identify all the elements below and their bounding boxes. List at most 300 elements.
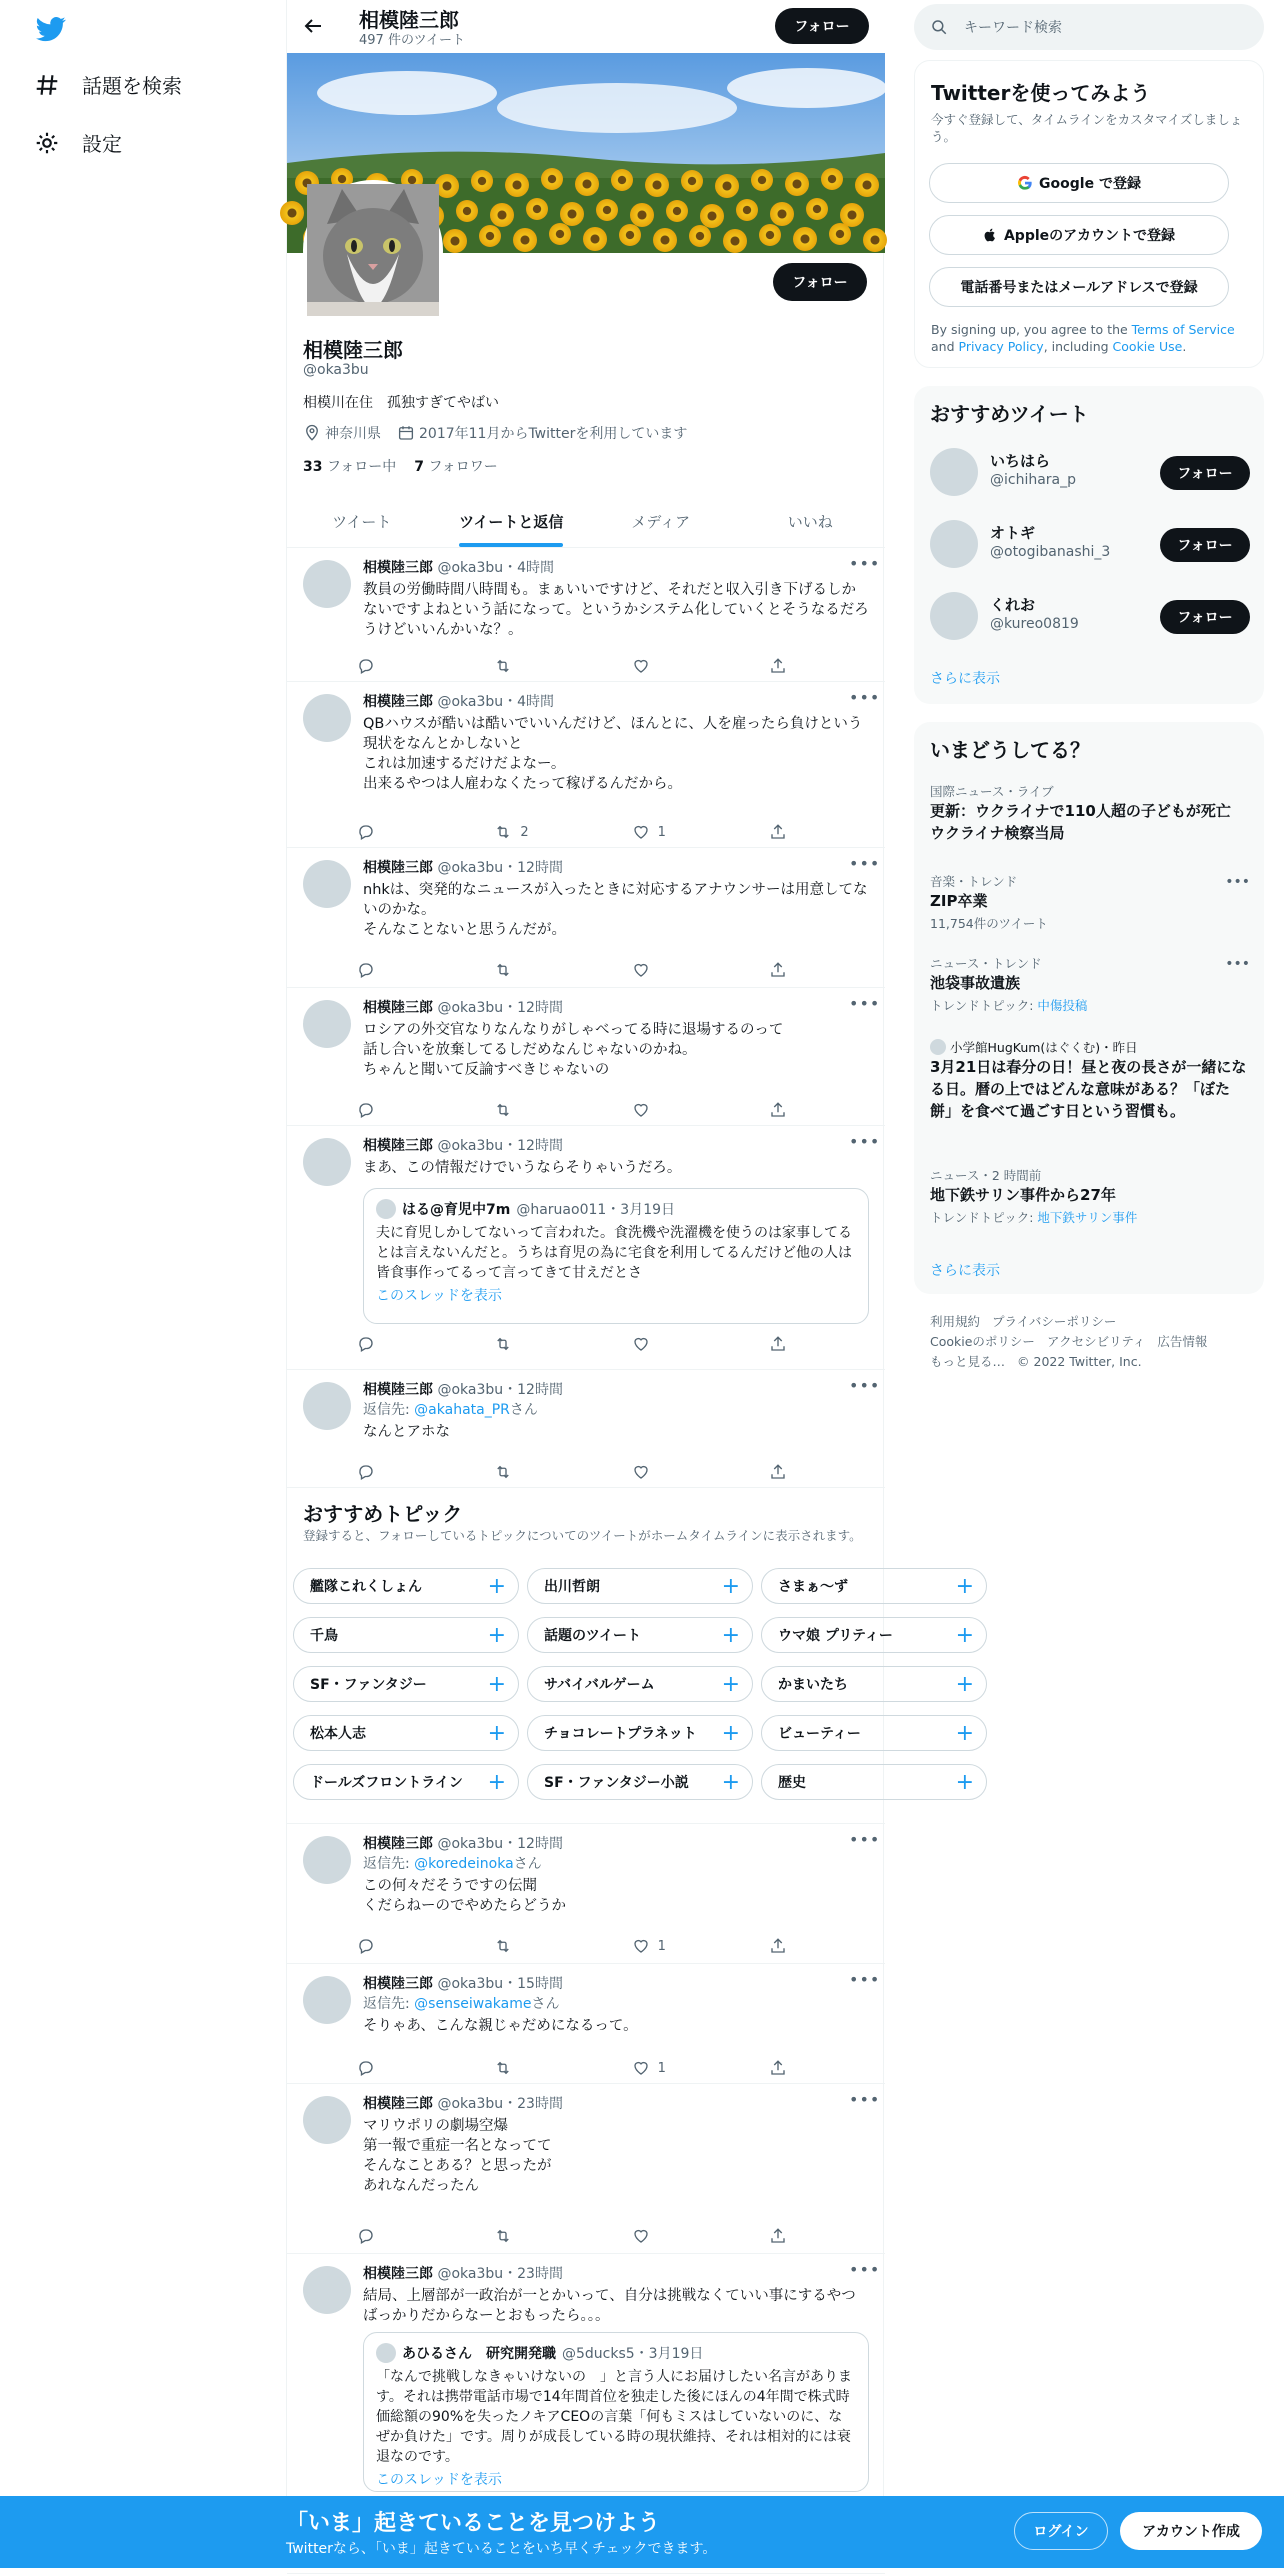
reply-icon xyxy=(357,1101,375,1119)
topic-chip-label: ウマ娘 プリティー xyxy=(778,1628,893,1644)
reply-action[interactable] xyxy=(357,1936,437,1956)
search-input[interactable] xyxy=(914,4,1264,50)
like-action[interactable] xyxy=(632,1936,712,1956)
reply-to-link[interactable]: @koredeinoka xyxy=(414,1856,514,1872)
tweet-handle-time: @oka3bu・4時間 xyxy=(437,694,555,710)
reply-context xyxy=(363,1853,542,1873)
reply-icon xyxy=(357,1335,375,1353)
tweet-handle-time: @oka3bu・23時間 xyxy=(437,2096,563,2112)
like-action[interactable] xyxy=(632,656,712,676)
google-signup-button[interactable] xyxy=(929,163,1229,203)
retweet-action[interactable] xyxy=(494,960,574,980)
tab-tweets-and-replies[interactable]: ツイートと返信 xyxy=(437,495,587,547)
retweet-icon xyxy=(494,1101,512,1119)
more-dots-icon[interactable]: ••• xyxy=(849,994,881,1013)
topic-chip-label: 艦隊これくしょん xyxy=(310,1579,422,1595)
avatar[interactable] xyxy=(930,448,978,496)
topic-chip[interactable] xyxy=(527,1568,753,1604)
retweet-action[interactable] xyxy=(494,1936,574,1956)
nav-explore[interactable] xyxy=(34,70,182,99)
tweet-author-name[interactable]: 相模陸三郎 xyxy=(363,2096,433,2112)
share-action[interactable] xyxy=(769,1936,787,1956)
tweet-author-name[interactable]: 相模陸三郎 xyxy=(363,1836,433,1852)
more-dots-icon[interactable]: ••• xyxy=(1225,956,1250,972)
quoted-handle-time: @5ducks5・3月19日 xyxy=(562,2346,704,2362)
avatar[interactable] xyxy=(930,592,978,640)
retweet-icon xyxy=(494,1335,512,1353)
trend-title: 3月21日は春分の日！昼と夜の長さが一緒になる日。暦の上ではどんな意味がある？「ぼた餅」を食べて過ごす日という習慣も。 xyxy=(930,1058,1247,1120)
share-icon xyxy=(769,823,787,841)
share-action[interactable] xyxy=(769,1462,787,1482)
avatar[interactable] xyxy=(303,1382,351,1430)
calendar-icon xyxy=(397,424,415,442)
tweet-author-name[interactable]: 相模陸三郎 xyxy=(363,860,433,876)
share-action[interactable] xyxy=(769,1334,787,1354)
avatar[interactable] xyxy=(303,694,351,742)
avatar[interactable] xyxy=(303,1976,351,2024)
reply-icon xyxy=(357,823,375,841)
more-dots-icon[interactable]: ••• xyxy=(1225,874,1250,890)
retweet-icon xyxy=(494,1463,512,1481)
plus-icon[interactable]: + xyxy=(487,1622,506,1648)
like-action[interactable] xyxy=(632,1334,712,1354)
tweet-handle-time: @oka3bu・4時間 xyxy=(437,560,555,576)
like-count: 1 xyxy=(657,824,666,840)
profile-joined xyxy=(397,423,687,443)
profile-handle: @oka3bu xyxy=(303,362,369,378)
topic-chip-label: SF・ファンタジー xyxy=(310,1677,427,1693)
trend-item[interactable] xyxy=(930,782,1250,844)
quoted-tweet-header xyxy=(376,1199,856,1219)
tweet-text: ロシアの外交官なりなんなりがしゃべってる時に退場するのって 話し合いを放棄してるしだめなんじゃないのかね。 ちゃんと聞いて反論すべきじゃないの xyxy=(363,1022,784,1078)
like-icon xyxy=(632,657,650,675)
profile-tabs xyxy=(287,495,885,548)
topic-chip[interactable] xyxy=(761,1568,987,1604)
tweet-handle-time: @oka3bu・12時間 xyxy=(437,1000,563,1016)
more-dots-icon[interactable]: ••• xyxy=(849,1830,881,1849)
tweet-actions xyxy=(357,1334,787,1354)
tweet-actions xyxy=(357,822,787,842)
plus-icon[interactable]: + xyxy=(487,1769,506,1795)
plus-icon[interactable]: + xyxy=(721,1769,740,1795)
footer-link[interactable]: プライバシーポリシー xyxy=(992,1314,1117,1329)
search-placeholder: キーワード検索 xyxy=(964,20,1062,36)
trend-title: 更新：ウクライナで110人超の子どもが死亡 ウクライナ検察当局 xyxy=(930,802,1231,842)
profile-header-bar xyxy=(287,0,885,53)
cat-photo xyxy=(307,184,439,316)
tweet-text: 教員の労働時間八時間も。まぁいいですけど、それだと収入引き下げるしかないですよねという話になって。というかシステム化していくとそうなるだろうけどいいんかいな？。 xyxy=(363,582,869,638)
plus-icon[interactable]: + xyxy=(955,1622,974,1648)
plus-icon[interactable]: + xyxy=(955,1671,974,1697)
tweet[interactable] xyxy=(287,548,885,682)
back-arrow-icon[interactable] xyxy=(301,14,325,38)
signup-title: Twitterを使ってみよう xyxy=(931,81,1151,105)
nav-settings-label: 設定 xyxy=(82,132,122,156)
tweet[interactable] xyxy=(287,1126,885,1370)
more-dots-icon[interactable]: ••• xyxy=(849,1970,881,1989)
tweet[interactable] xyxy=(287,1824,885,1964)
topic-chip[interactable] xyxy=(761,1617,987,1653)
topic-chip[interactable] xyxy=(293,1666,519,1702)
legal-text-2: and xyxy=(931,339,959,354)
plus-icon[interactable]: + xyxy=(721,1720,740,1746)
tweet-text: マリウポリの劇場空爆 第一報で重症一名となってて そんなことある？と思ったが あれなんだったん xyxy=(363,2118,552,2194)
topic-chip[interactable] xyxy=(293,1617,519,1653)
share-action[interactable] xyxy=(769,822,787,842)
avatar[interactable] xyxy=(930,520,978,568)
trend-publisher: 小学館HugKum(はぐくむ)・昨日 xyxy=(950,1040,1138,1055)
share-action[interactable] xyxy=(769,656,787,676)
trend-meta: ニュース・2 時間前 xyxy=(930,1168,1042,1183)
tab-likes[interactable]: いいね xyxy=(787,513,833,531)
trend-title: 池袋事故遺族 xyxy=(930,974,1021,992)
profile-meta xyxy=(303,423,687,443)
profile-joined-text: 2017年11月からTwitterを利用しています xyxy=(419,426,688,442)
tweet-header xyxy=(363,1973,563,1993)
reply-prefix: 返信先: xyxy=(363,1402,415,1418)
trend-topic-prefix: トレンドトピック: xyxy=(930,998,1038,1013)
reply-icon xyxy=(357,2059,375,2077)
avatar[interactable] xyxy=(303,560,351,608)
topic-chip[interactable] xyxy=(293,1715,519,1751)
tweet-author-name[interactable]: 相模陸三郎 xyxy=(363,694,433,710)
tweet-author-name[interactable]: 相模陸三郎 xyxy=(363,1976,433,1992)
reply-context xyxy=(363,1993,559,2013)
more-dots-icon[interactable]: ••• xyxy=(849,2260,881,2279)
recommended-accounts-panel xyxy=(914,386,1264,704)
location-pin-icon xyxy=(303,424,321,442)
tweet[interactable] xyxy=(287,2084,885,2254)
topic-chip[interactable] xyxy=(527,1715,753,1751)
tab-tweets[interactable]: ツイート xyxy=(332,513,392,531)
more-dots-icon[interactable]: ••• xyxy=(849,2090,881,2109)
plus-icon[interactable]: + xyxy=(955,1769,974,1795)
share-icon xyxy=(769,2227,787,2245)
nav-settings[interactable] xyxy=(34,128,122,157)
publisher-avatar xyxy=(930,1039,946,1055)
more-dots-icon[interactable]: ••• xyxy=(849,554,881,573)
plus-icon[interactable]: + xyxy=(487,1573,506,1599)
plus-icon[interactable]: + xyxy=(487,1720,506,1746)
tweet-actions xyxy=(357,2226,787,2246)
topic-chip-label: 歴史 xyxy=(778,1775,806,1791)
topic-row xyxy=(293,1764,987,1800)
share-icon xyxy=(769,1463,787,1481)
prompt-subtitle: Twitterなら、「いま」起きていることをいち早くチェックできます。 xyxy=(286,2541,717,2557)
tweet-actions xyxy=(357,1936,787,1956)
footer-links xyxy=(930,1312,1250,1372)
trend-title: ZIP卒業 xyxy=(930,892,988,910)
retweet-action[interactable] xyxy=(494,2058,574,2078)
recommended-show-more[interactable]: さらに表示 xyxy=(930,671,1000,687)
retweet-action[interactable] xyxy=(494,1100,574,1120)
tweet-header xyxy=(363,857,563,877)
gear-icon xyxy=(34,130,60,156)
share-icon xyxy=(769,1335,787,1353)
trend-tweet-count: 11,754件のツイート xyxy=(930,916,1048,931)
avatar[interactable] xyxy=(303,2266,351,2314)
reply-action[interactable] xyxy=(357,960,437,980)
retweet-count: 2 xyxy=(520,824,529,840)
retweet-icon xyxy=(494,2227,512,2245)
like-action[interactable] xyxy=(632,1100,712,1120)
quoted-tweet-text: 夫に育児しかしてないって言われた。食洗機や洗濯機を使うのは家事してるとは言えないんだと。うちは育児の為に宅食を利用してるんだけど他の人は皆食事作ってるって言ってきて甘えだとさ xyxy=(376,1225,852,1281)
topic-chip[interactable] xyxy=(527,1764,753,1800)
like-icon xyxy=(632,2227,650,2245)
more-dots-icon[interactable]: ••• xyxy=(849,854,881,873)
topic-chip-label: ビューティー xyxy=(778,1726,861,1742)
retweet-icon xyxy=(494,657,512,675)
tweet-text: 結局、上層部が一政治が一とかいって、自分は挑戦なくていい事にするやつばっかりだからなーとおもったら。。。 xyxy=(363,2288,856,2324)
plus-icon[interactable]: + xyxy=(721,1622,740,1648)
tweet[interactable] xyxy=(287,682,885,848)
phone-email-signup-button[interactable]: 電話番号またはメールアドレスで登録 xyxy=(929,267,1229,307)
recommended-user[interactable] xyxy=(930,590,1250,640)
retweet-action[interactable] xyxy=(494,1462,574,1482)
share-icon xyxy=(769,2059,787,2077)
topic-chip-label: かまいたち xyxy=(778,1677,848,1693)
quoted-tweet[interactable] xyxy=(363,1188,869,1324)
topic-chip[interactable] xyxy=(761,1666,987,1702)
privacy-link[interactable]: Privacy Policy xyxy=(958,339,1044,354)
trends-show-more[interactable]: さらに表示 xyxy=(930,1263,1000,1279)
share-action[interactable] xyxy=(769,1100,787,1120)
reply-action[interactable] xyxy=(357,2226,437,2246)
topic-chip-label: さまぁ〜ず xyxy=(778,1579,848,1595)
like-action[interactable] xyxy=(632,2058,712,2078)
reply-suffix: さん xyxy=(513,1856,542,1872)
tweet-handle-time: @oka3bu・12時間 xyxy=(437,1382,563,1398)
footer-link[interactable]: もっと見る… xyxy=(930,1354,1006,1369)
tweet-header xyxy=(363,1379,563,1399)
plus-icon[interactable]: + xyxy=(721,1573,740,1599)
tweet-text: nhkは、突発的なニュースが入ったときに対応するアナウンサーは用意してないのかな。 そんなことないと思うんだが。 xyxy=(363,882,868,938)
show-thread-link[interactable]: このスレッドを表示 xyxy=(376,2472,502,2488)
tweet-author-name[interactable]: 相模陸三郎 xyxy=(363,1382,433,1398)
tweet-handle-time: @oka3bu・12時間 xyxy=(437,1836,563,1852)
tweet-handle-time: @oka3bu・23時間 xyxy=(437,2266,563,2282)
topic-row xyxy=(293,1617,987,1653)
trend-topic-link[interactable]: 中傷投稿 xyxy=(1037,998,1088,1013)
header-follow-button[interactable]: フォロー xyxy=(775,8,869,44)
footer-link[interactable]: 利用規約 xyxy=(930,1314,981,1329)
trend-meta xyxy=(930,1038,1250,1056)
more-dots-icon[interactable]: ••• xyxy=(849,1132,881,1151)
reply-icon xyxy=(357,1937,375,1955)
tweet-author-name[interactable]: 相模陸三郎 xyxy=(363,1000,433,1016)
twitter-logo-icon[interactable] xyxy=(34,14,68,44)
tab-media[interactable]: メディア xyxy=(631,513,691,531)
share-icon xyxy=(769,1937,787,1955)
plus-icon[interactable]: + xyxy=(955,1720,974,1746)
avatar[interactable] xyxy=(303,1000,351,1048)
like-icon xyxy=(632,1937,650,1955)
topic-chip[interactable] xyxy=(527,1666,753,1702)
reply-action[interactable] xyxy=(357,1100,437,1120)
topic-chip-label: 千鳥 xyxy=(310,1628,338,1644)
like-count: 1 xyxy=(657,1938,666,1954)
recommended-follow-button[interactable]: フォロー xyxy=(1160,456,1250,490)
trend-meta: ニュース・トレンド xyxy=(930,956,1042,971)
topic-chip[interactable] xyxy=(293,1568,519,1604)
signup-prompt-bar xyxy=(0,2496,1284,2568)
tweet-text: QBハウスが酷いは酷いでいいんだけど、ほんとに、人を雇ったら負けという現状をなんとかしないと これは加速するだけだよなー。 出来るやつは人雇わなくたって稼げるんだから。 xyxy=(363,716,863,792)
recommended-follow-button[interactable]: フォロー xyxy=(1160,528,1250,562)
plus-icon[interactable]: + xyxy=(721,1671,740,1697)
footer-link[interactable]: 広告情報 xyxy=(1157,1334,1208,1349)
profile-follow-counts xyxy=(303,456,498,476)
profile-avatar[interactable] xyxy=(303,180,443,320)
header-tweet-count: 497 件のツイート xyxy=(359,33,466,48)
tweet[interactable] xyxy=(287,1370,885,1488)
avatar xyxy=(376,1199,396,1219)
retweet-icon xyxy=(494,823,512,841)
tweet-text: この何々だそうですの伝聞 くだらねーのでやめたらどうか xyxy=(363,1878,566,1914)
quoted-tweet-text: 「なんで挑戦しなきゃいけないの 」と言う人にお届けしたい名言があります。それは携帯電話市場で14年間首位を独走した後にほんの4年間で株式時価総額の90%を失ったノキアCEOの言葉「何もミスはしていないのに、なぜか負けた」です。周りが成長している時の現状維持、それは相対的には衰退なのです。 xyxy=(376,2369,852,2465)
topic-chip-label: チョコレートプラネット xyxy=(544,1726,697,1742)
reply-to-link[interactable]: @senseiwakame xyxy=(414,1996,532,2012)
reply-icon xyxy=(357,961,375,979)
profile-follow-button[interactable]: フォロー xyxy=(773,263,867,301)
trend-item[interactable] xyxy=(930,1166,1250,1226)
topic-chip[interactable] xyxy=(761,1715,987,1751)
share-icon xyxy=(769,657,787,675)
like-action[interactable] xyxy=(632,1462,712,1482)
tweet-actions xyxy=(357,2058,787,2078)
trend-topic xyxy=(930,1208,1250,1226)
tweet-handle-time: @oka3bu・15時間 xyxy=(437,1976,563,1992)
retweet-action[interactable] xyxy=(494,2226,574,2246)
retweet-action[interactable] xyxy=(494,656,574,676)
reply-action[interactable] xyxy=(357,1334,437,1354)
quoted-tweet[interactable] xyxy=(363,2332,869,2492)
footer-link[interactable]: Cookieのポリシー xyxy=(930,1334,1035,1349)
topic-chip[interactable] xyxy=(527,1617,753,1653)
tweet-text: なんとアホな xyxy=(363,1424,450,1440)
show-thread-link[interactable]: このスレッドを表示 xyxy=(376,1288,502,1304)
tweet-actions xyxy=(357,960,787,980)
recommended-user[interactable] xyxy=(930,446,1250,496)
signup-description: 今すぐ登録して、タイムラインをカスタマイズしましょう。 xyxy=(931,112,1243,144)
reply-icon xyxy=(357,657,375,675)
share-action[interactable] xyxy=(769,2226,787,2246)
topic-chip[interactable] xyxy=(293,1764,519,1800)
avatar[interactable] xyxy=(303,1138,351,1186)
avatar[interactable] xyxy=(303,860,351,908)
trend-title: 地下鉄サリン事件から27年 xyxy=(930,1186,1116,1204)
hashtag-icon xyxy=(34,72,60,98)
profile-bio: 相模川在住 孤独すぎてやばい xyxy=(303,395,499,411)
topic-chip-label: 話題のツイート xyxy=(544,1628,642,1644)
tweet-header xyxy=(363,2263,563,2283)
recommended-user-name: くれお xyxy=(990,596,1036,614)
recommended-user-name: オトギ xyxy=(990,524,1036,542)
following-count: 33 xyxy=(303,459,323,475)
tweet-header xyxy=(363,1833,563,1853)
topic-row xyxy=(293,1568,987,1604)
followers-count: 7 xyxy=(414,459,424,475)
like-action[interactable] xyxy=(632,822,712,842)
google-icon xyxy=(1017,175,1033,191)
followers-label: フォロワー xyxy=(428,459,498,475)
like-action[interactable] xyxy=(632,960,712,980)
plus-icon[interactable]: + xyxy=(487,1671,506,1697)
create-account-button[interactable]: アカウント作成 xyxy=(1120,2512,1262,2550)
like-count: 1 xyxy=(657,2060,666,2076)
tweet-author-name[interactable]: 相模陸三郎 xyxy=(363,1138,433,1154)
google-signup-label: Google で登録 xyxy=(1039,176,1141,192)
recommended-user-handle: @ichihara_p xyxy=(990,472,1077,488)
reply-icon xyxy=(357,2227,375,2245)
quoted-tweet-header xyxy=(376,2343,856,2363)
retweet-action[interactable] xyxy=(494,822,574,842)
tweet-header xyxy=(363,1135,563,1155)
recommended-user[interactable] xyxy=(930,518,1250,568)
reply-context xyxy=(363,1399,538,1419)
avatar xyxy=(376,2343,396,2363)
like-icon xyxy=(632,2059,650,2077)
search-icon xyxy=(930,18,948,36)
copyright: © 2022 Twitter, Inc. xyxy=(1017,1354,1142,1369)
cookie-link[interactable]: Cookie Use xyxy=(1112,339,1183,354)
quoted-handle-time: @haruao011・3月19日 xyxy=(516,1202,676,1218)
footer-link[interactable]: アクセシビリティ xyxy=(1046,1334,1146,1349)
topic-chip[interactable] xyxy=(761,1764,987,1800)
profile-name: 相模陸三郎 xyxy=(303,338,403,362)
trend-meta: 音楽・トレンド xyxy=(930,874,1018,889)
tweet-header xyxy=(363,2093,563,2113)
avatar[interactable] xyxy=(303,1836,351,1884)
reply-to-link[interactable]: @akahata_PR xyxy=(414,1402,510,1418)
trend-topic-link[interactable]: 地下鉄サリン事件 xyxy=(1037,1210,1138,1225)
share-action[interactable] xyxy=(769,2058,787,2078)
tweet[interactable] xyxy=(287,1964,885,2084)
trend-item[interactable] xyxy=(930,1038,1250,1122)
avatar[interactable] xyxy=(303,2096,351,2144)
login-button[interactable]: ログイン xyxy=(1014,2512,1108,2550)
reply-action[interactable] xyxy=(357,2058,437,2078)
share-icon xyxy=(769,1101,787,1119)
like-action[interactable] xyxy=(632,2226,712,2246)
terms-link[interactable]: Terms of Service xyxy=(1131,322,1235,337)
more-dots-icon[interactable]: ••• xyxy=(849,1376,881,1395)
tweet-actions xyxy=(357,656,787,676)
reply-action[interactable] xyxy=(357,1462,437,1482)
tweet[interactable] xyxy=(287,988,885,1126)
more-dots-icon[interactable]: ••• xyxy=(849,688,881,707)
trend-topic xyxy=(930,996,1250,1014)
tweet[interactable] xyxy=(287,848,885,988)
tweet-author-name[interactable]: 相模陸三郎 xyxy=(363,2266,433,2282)
share-action[interactable] xyxy=(769,960,787,980)
retweet-icon xyxy=(494,2059,512,2077)
apple-signup-button[interactable] xyxy=(929,215,1229,255)
reply-action[interactable] xyxy=(357,656,437,676)
tweet-header xyxy=(363,691,554,711)
plus-icon[interactable]: + xyxy=(955,1573,974,1599)
followers-link[interactable] xyxy=(414,456,498,476)
prompt-title: 「いま」起きていることを見つけよう xyxy=(286,2511,661,2536)
following-link[interactable] xyxy=(303,456,396,476)
trend-item[interactable] xyxy=(930,872,1250,932)
like-icon xyxy=(632,1101,650,1119)
tweet-author-name[interactable]: 相模陸三郎 xyxy=(363,560,433,576)
topics-subtitle: 登録すると、フォローしているトピックについてのツイートがホームタイムラインに表示されます。 xyxy=(303,1528,862,1543)
recommended-follow-button[interactable]: フォロー xyxy=(1160,600,1250,634)
reply-action[interactable] xyxy=(357,822,437,842)
trend-item[interactable] xyxy=(930,954,1250,1014)
retweet-action[interactable] xyxy=(494,1334,574,1354)
